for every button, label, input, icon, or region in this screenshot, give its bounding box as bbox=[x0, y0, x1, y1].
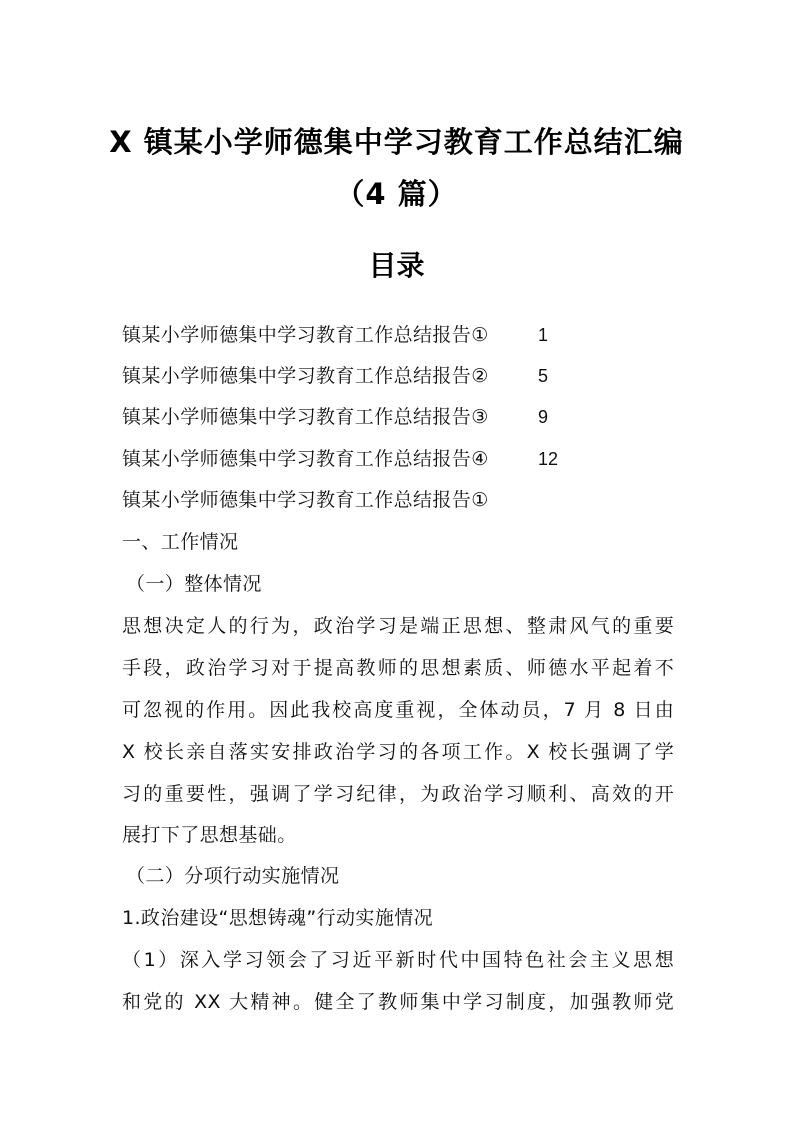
toc-heading: 目录 bbox=[368, 249, 425, 282]
toc-entry-label: 镇某小学师德集中学习教育工作总结报告① bbox=[122, 324, 489, 346]
toc-entry[interactable] bbox=[122, 363, 548, 389]
paragraph-line: 思想决定人的行为，政治学习是端正思想、整肃风气的重要 bbox=[122, 615, 674, 637]
subsection-heading: （一）整体情况 bbox=[126, 573, 262, 595]
document-subtitle: （4 篇） bbox=[335, 177, 458, 211]
report-title: 镇某小学师德集中学习教育工作总结报告① bbox=[122, 489, 489, 511]
paragraph-line: 习的重要性，强调了学习纪律，为政治学习顺利、高效的开 bbox=[122, 783, 674, 805]
toc-entry[interactable] bbox=[122, 322, 548, 348]
subsection-heading: （二）分项行动实施情况 bbox=[126, 865, 340, 887]
toc-entry-page: 9 bbox=[538, 407, 549, 427]
item-heading: 1.政治建设“思想铸魂”行动实施情况 bbox=[122, 907, 434, 929]
toc-entry-label: 镇某小学师德集中学习教育工作总结报告③ bbox=[122, 406, 489, 428]
paragraph-line: （1）深入学习领会了习近平新时代中国特色社会主义思想 bbox=[122, 949, 674, 971]
toc-entry-label: 镇某小学师德集中学习教育工作总结报告② bbox=[122, 365, 489, 387]
paragraph-line: X 校长亲自落实安排政治学习的各项工作。X 校长强调了学 bbox=[122, 741, 674, 763]
paragraph-line: 和党的 XX 大精神。健全了教师集中学习制度，加强教师党 bbox=[122, 991, 674, 1013]
paragraph-line: 可忽视的作用。因此我校高度重视，全体动员，7 月 8 日由 bbox=[122, 699, 674, 721]
paragraph-line: 手段，政治学习对于提高教师的思想素质、师德水平起着不 bbox=[122, 657, 674, 679]
document-title: X 镇某小学师德集中学习教育工作总结汇编 bbox=[109, 125, 684, 159]
toc-entry-label: 镇某小学师德集中学习教育工作总结报告④ bbox=[122, 448, 489, 470]
toc-entry[interactable] bbox=[122, 446, 558, 472]
toc-entry[interactable] bbox=[122, 404, 548, 430]
paragraph-line: 展打下了思想基础。 bbox=[122, 824, 297, 846]
toc-entry-page: 1 bbox=[538, 325, 549, 345]
toc-entry-page: 5 bbox=[538, 366, 549, 386]
toc-entry-page: 12 bbox=[538, 449, 559, 469]
section-heading: 一、工作情况 bbox=[122, 531, 239, 553]
